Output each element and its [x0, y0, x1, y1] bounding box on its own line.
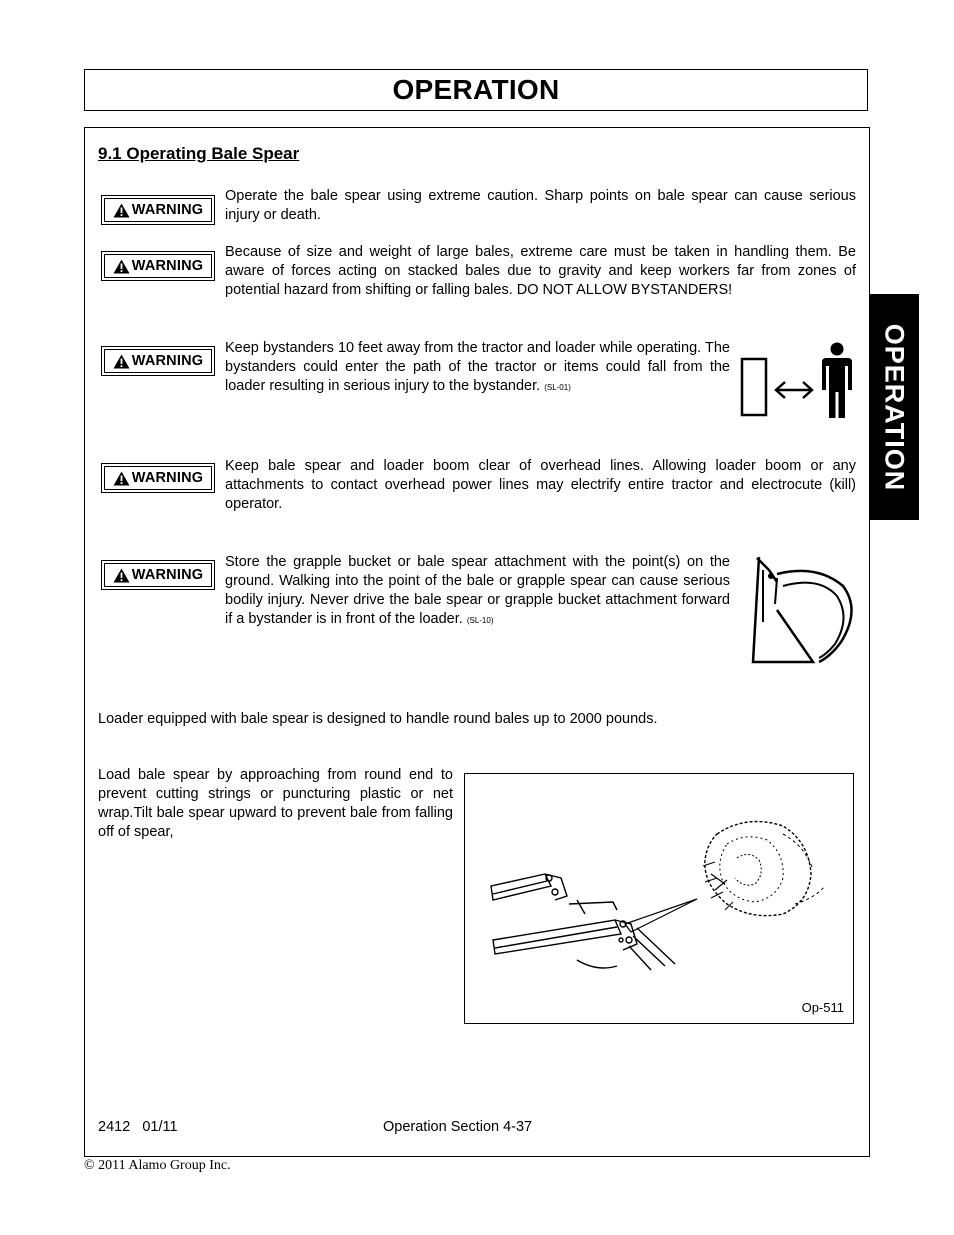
warning-triangle-icon: [113, 203, 130, 218]
copyright: © 2011 Alamo Group Inc.: [84, 1158, 231, 1173]
warning-triangle-icon: [113, 259, 130, 274]
warning-text-1: [225, 187, 856, 225]
warning-text: Because of size and weight of large bales, extreme care must be taken in handling them. Be aware of forces acting on stacked bales due to gravity and keep workers far from zones of potential hazard from shifting or falling bales. DO NOT ALLOW BYSTANDERS!: [225, 244, 856, 298]
warning-label: WARNING: [131, 470, 204, 486]
warning-label: WARNING: [131, 202, 204, 218]
warning-label: WARNING: [131, 567, 204, 583]
safety-label-code: (SL-10): [466, 616, 494, 625]
bystander-distance-icon: [740, 342, 855, 420]
page-header: [84, 69, 868, 111]
warning-text: Keep bystanders 10 feet away from the tractor and loader while operating. The bystanders could enter the path of the tractor or items could fall from the loader resulting in serious injury to the bystander.: [225, 340, 730, 394]
doc-number-text: 2412 01/11: [98, 1119, 178, 1135]
warning-text-4: [225, 457, 856, 514]
warning-text: Keep bale spear and loader boom clear of overhead lines. Allowing loader boom or any attachments to contact overhead power lines may electrify entire tractor and electrocute (kill) operator.: [225, 458, 856, 512]
warning-triangle-icon: [113, 568, 130, 583]
page-reference: Operation Section 4-37: [383, 1119, 533, 1135]
warning-badge-4: [101, 463, 215, 493]
capacity-text: Loader equipped with bale spear is designed to handle round bales up to 2000 pounds.: [98, 711, 658, 727]
warning-badge-5: [101, 560, 215, 590]
load-instructions-text: Load bale spear by approaching from round end to prevent cutting strings or puncturing plastic or net wrap.Tilt bale spear upward to prevent bale from falling off of spear,: [98, 767, 453, 840]
side-tab-label: OPERATION: [879, 323, 910, 491]
safety-label-code: (SL-01): [544, 383, 571, 392]
warning-badge-3: [101, 346, 215, 376]
bale-spear-figure: [464, 773, 854, 1024]
section-title: 9.1 Operating Bale Spear: [98, 144, 300, 163]
warning-text: Operate the bale spear using extreme caution. Sharp points on bale spear can cause serious injury or death.: [225, 188, 856, 223]
warning-text-2: [225, 243, 856, 300]
header-title: OPERATION: [392, 74, 560, 105]
warning-label: WARNING: [131, 258, 204, 274]
warning-badge-2: [101, 251, 215, 281]
doc-number: [98, 1119, 178, 1135]
warning-triangle-icon: [113, 471, 130, 486]
figure-label: Op-511: [801, 1000, 844, 1015]
grapple-bucket-icon: [749, 552, 859, 668]
side-tab: [869, 294, 919, 520]
warning-text-3: [225, 339, 730, 397]
warning-text: Store the grapple bucket or bale spear attachment with the point(s) on the ground. Walking into the point of the bale or grapple spear can cause serious bodily injury. Never drive the bale spear or grapple bucket attachment forward if a bystander is in front of the loader.: [225, 554, 730, 627]
warning-badge-1: [101, 195, 215, 225]
warning-label: WARNING: [131, 353, 204, 369]
bale-spear-illustration: [465, 774, 852, 1022]
warning-text-5: [225, 553, 730, 630]
warning-triangle-icon: [113, 354, 130, 369]
